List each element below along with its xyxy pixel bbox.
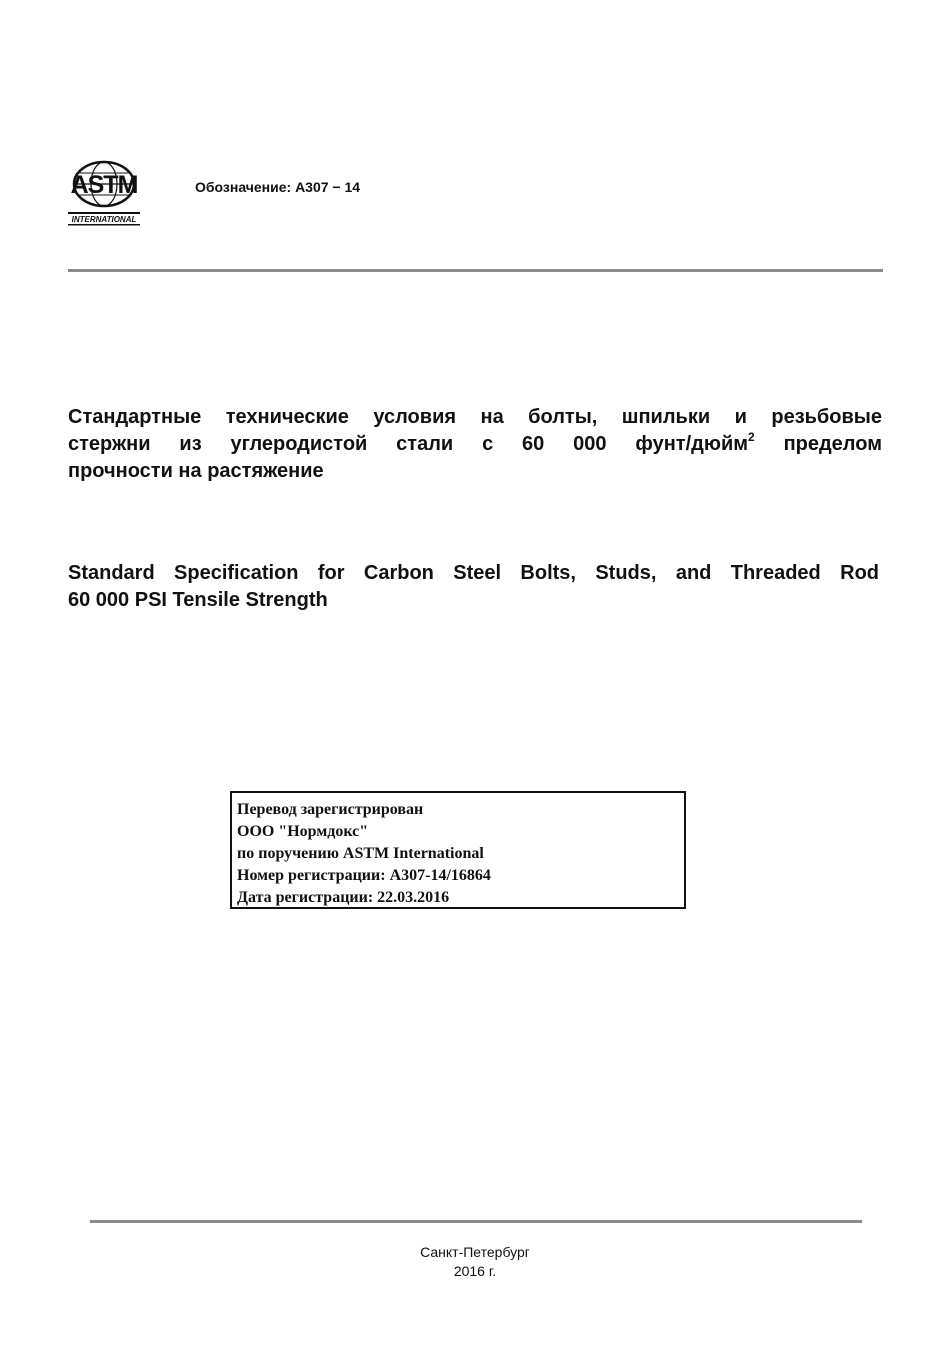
astm-logo [66, 160, 142, 226]
registration-line-1: Перевод зарегистрирован [237, 801, 424, 818]
title-en-line-1: Standard Specification for Carbon Steel Bolts, Studs, and Threaded Rod [68, 562, 879, 584]
registration-number: Номер регистрации: A307-14/16864 [237, 867, 491, 884]
registration-stamp [230, 791, 686, 909]
header-divider [68, 269, 883, 272]
registration-line-3: по поручению ASTM International [237, 845, 484, 862]
title-russian [68, 404, 882, 485]
registration-line-2: ООО "Нормдокс" [237, 823, 369, 840]
logo-main-text: ASTM [70, 171, 138, 199]
footer [0, 1243, 950, 1281]
registration-date: Дата регистрации: 22.03.2016 [237, 889, 450, 906]
title-ru-line-2-end: пределом [754, 433, 882, 455]
astm-logo-icon [66, 160, 142, 226]
footer-city: Санкт-Петербург [420, 1244, 530, 1260]
title-ru-line-3: прочности на растяжение [68, 460, 324, 482]
logo-sub-text: INTERNATIONAL [71, 215, 137, 224]
title-en-line-2: 60 000 PSI Tensile Strength [68, 589, 328, 611]
document-designation: Обозначение: A307 − 14 [195, 179, 361, 195]
title-ru-superscript: 2 [748, 430, 755, 444]
title-ru-line-1: Стандартные технические условия на болты, шпильки и резьбовые [68, 406, 882, 428]
footer-year: 2016 г. [453, 1263, 497, 1279]
title-ru-line-2-text: стержни из углеродистой стали с 60 000 фунт/дюйм [68, 433, 749, 455]
title-english [68, 560, 879, 614]
title-ru-line-2 [68, 431, 882, 458]
footer-divider [90, 1220, 862, 1223]
